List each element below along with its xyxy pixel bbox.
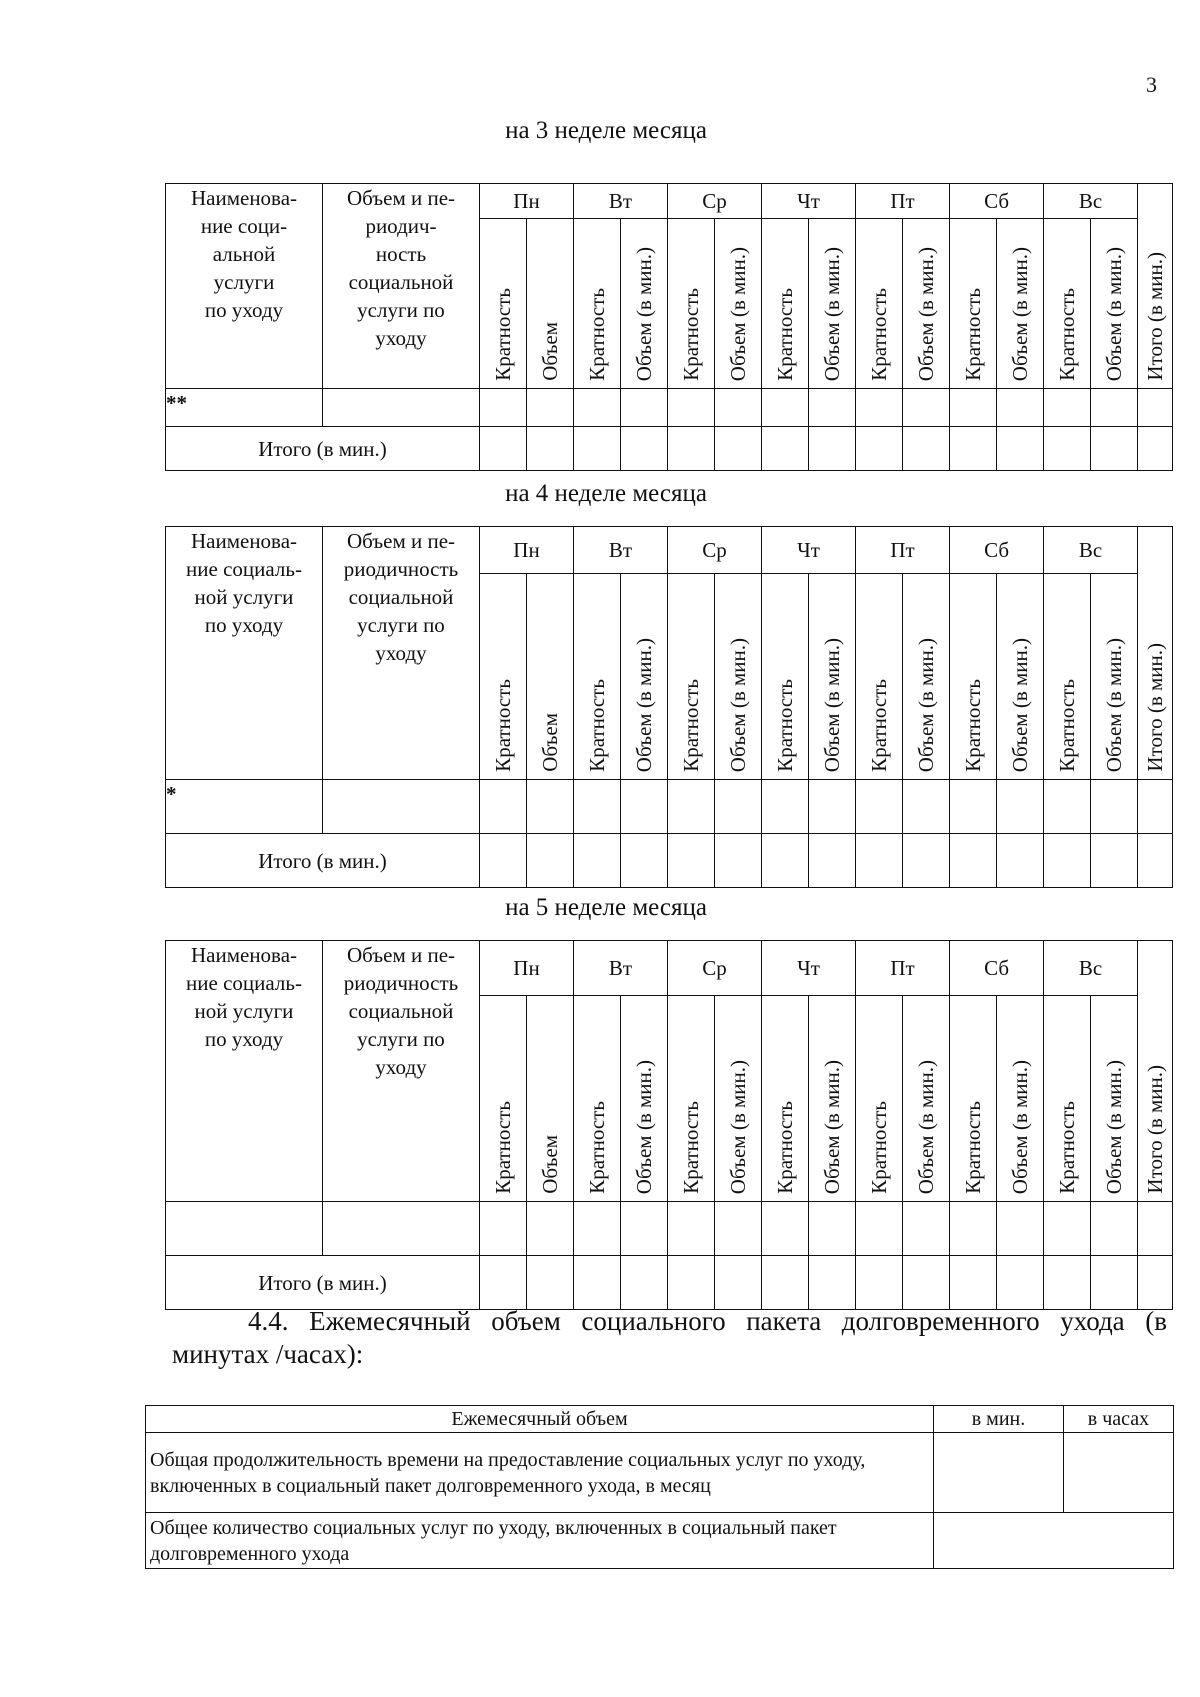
week-title: на 5 неделе месяца: [505, 894, 707, 921]
value-cell[interactable]: [762, 834, 809, 888]
section-4-4-text: 4.4. Ежемесячный объем социального пакета долговременного ухода (в минутах /часах):: [172, 1306, 1167, 1369]
volume-cell[interactable]: [323, 389, 480, 427]
summary-cell-count[interactable]: [934, 1513, 1174, 1569]
value-cell[interactable]: [715, 389, 762, 427]
value-cell[interactable]: [1091, 1256, 1138, 1310]
day-header: Сб: [950, 941, 1044, 996]
volume-header: Объем (в мин.): [1091, 219, 1138, 389]
day-header: Пн: [480, 184, 574, 219]
value-cell[interactable]: [997, 780, 1044, 834]
day-header: Вс: [1044, 941, 1138, 996]
value-cell[interactable]: [950, 427, 997, 471]
value-cell[interactable]: [856, 427, 903, 471]
monthly-volume-table: [145, 1405, 1174, 1569]
value-cell[interactable]: [574, 780, 621, 834]
volume-cell[interactable]: [323, 1202, 480, 1256]
value-cell[interactable]: [527, 780, 574, 834]
summary-header-hours: в часах: [1064, 1406, 1174, 1433]
volume-header: Объем (в мин.): [997, 996, 1044, 1202]
value-cell[interactable]: [527, 389, 574, 427]
volume-header: Объем (в мин.): [997, 219, 1044, 389]
week-schedule-table: [165, 526, 1173, 888]
frequency-header: Кратность: [950, 996, 997, 1202]
frequency-header: Кратность: [762, 574, 809, 780]
value-cell[interactable]: [809, 780, 856, 834]
day-header: Вт: [574, 184, 668, 219]
value-cell[interactable]: [856, 834, 903, 888]
frequency-header: Кратность: [668, 219, 715, 389]
value-cell[interactable]: [950, 834, 997, 888]
value-cell[interactable]: [1044, 427, 1091, 471]
frequency-header: Кратность: [480, 219, 527, 389]
value-cell[interactable]: [621, 1202, 668, 1256]
volume-header: Объем (в мин.): [715, 996, 762, 1202]
value-cell[interactable]: [621, 1256, 668, 1310]
service-name-header: Наименова- ние социаль- ной услуги по уходу: [166, 527, 323, 780]
value-cell[interactable]: [903, 780, 950, 834]
value-cell[interactable]: [997, 1202, 1044, 1256]
service-name-header: Наименова- ние социаль- ной услуги по уходу: [166, 941, 323, 1202]
value-cell[interactable]: [856, 1256, 903, 1310]
service-row-mark: *: [166, 780, 323, 834]
summary-header-volume: Ежемесячный объем: [146, 1406, 934, 1433]
service-volume-header: Объем и пе- риодич- ность социальной услуги по уходу: [323, 184, 480, 389]
value-cell[interactable]: [809, 389, 856, 427]
frequency-header: Кратность: [668, 574, 715, 780]
volume-header: Объем (в мин.): [809, 219, 856, 389]
value-cell[interactable]: [1138, 1202, 1173, 1256]
value-cell[interactable]: [668, 780, 715, 834]
value-cell[interactable]: [1044, 389, 1091, 427]
day-header: Пт: [856, 941, 950, 996]
value-cell[interactable]: [527, 834, 574, 888]
volume-header: Объем (в мин.): [997, 574, 1044, 780]
total-row-label: Итого (в мин.): [166, 834, 480, 888]
value-cell[interactable]: [903, 1202, 950, 1256]
value-cell[interactable]: [809, 1202, 856, 1256]
value-cell[interactable]: [950, 389, 997, 427]
frequency-header: Кратность: [1044, 996, 1091, 1202]
value-cell[interactable]: [1091, 834, 1138, 888]
summary-cell-duration-minutes[interactable]: [934, 1433, 1064, 1513]
frequency-header: Кратность: [574, 219, 621, 389]
value-cell[interactable]: [1044, 1256, 1091, 1310]
day-header: Пт: [856, 527, 950, 574]
value-cell[interactable]: [1091, 1202, 1138, 1256]
volume-cell[interactable]: [323, 780, 480, 834]
value-cell[interactable]: [950, 1256, 997, 1310]
day-header: Пт: [856, 184, 950, 219]
value-cell[interactable]: [527, 427, 574, 471]
value-cell[interactable]: [997, 834, 1044, 888]
week-schedule-table: [165, 183, 1173, 471]
value-cell[interactable]: [574, 389, 621, 427]
value-cell[interactable]: [480, 389, 527, 427]
volume-header: Объем: [527, 574, 574, 780]
value-cell[interactable]: [668, 427, 715, 471]
day-header: Вт: [574, 527, 668, 574]
value-cell[interactable]: [1138, 1256, 1173, 1310]
value-cell[interactable]: [1138, 780, 1173, 834]
value-cell[interactable]: [480, 780, 527, 834]
value-cell[interactable]: [997, 389, 1044, 427]
day-header: Чт: [762, 941, 856, 996]
service-row-mark: **: [166, 389, 323, 427]
summary-row-duration: Общая продолжительность времени на предоставление социальных услуг по уходу, включенных в социальный пакет долговременного ухода, в месяц: [146, 1433, 934, 1513]
volume-header: Объем (в мин.): [1091, 574, 1138, 780]
day-header: Ср: [668, 941, 762, 996]
week-schedule-table: [165, 940, 1173, 1310]
day-header: Вт: [574, 941, 668, 996]
volume-header: Объем (в мин.): [621, 219, 668, 389]
total-minutes-header: Итого (в мин.): [1138, 941, 1173, 1202]
frequency-header: Кратность: [856, 219, 903, 389]
volume-header: Объем (в мин.): [715, 574, 762, 780]
day-header: Чт: [762, 527, 856, 574]
volume-header: Объем (в мин.): [903, 574, 950, 780]
value-cell[interactable]: [621, 834, 668, 888]
value-cell[interactable]: [856, 780, 903, 834]
value-cell[interactable]: [668, 389, 715, 427]
value-cell[interactable]: [715, 1256, 762, 1310]
total-row-label: Итого (в мин.): [166, 427, 480, 471]
value-cell[interactable]: [527, 1202, 574, 1256]
value-cell[interactable]: [715, 1202, 762, 1256]
service-volume-header: Объем и пе- риодичность социальной услуги по уходу: [323, 527, 480, 780]
value-cell[interactable]: [668, 1202, 715, 1256]
volume-header: Объем (в мин.): [621, 996, 668, 1202]
value-cell[interactable]: [574, 834, 621, 888]
volume-header: Объем (в мин.): [903, 996, 950, 1202]
value-cell[interactable]: [950, 780, 997, 834]
volume-header: Объем (в мин.): [621, 574, 668, 780]
frequency-header: Кратность: [574, 996, 621, 1202]
day-header: Ср: [668, 527, 762, 574]
value-cell[interactable]: [1091, 780, 1138, 834]
value-cell[interactable]: [621, 389, 668, 427]
value-cell[interactable]: [1091, 389, 1138, 427]
frequency-header: Кратность: [950, 219, 997, 389]
value-cell[interactable]: [480, 1202, 527, 1256]
value-cell[interactable]: [1091, 427, 1138, 471]
value-cell[interactable]: [762, 1202, 809, 1256]
value-cell[interactable]: [668, 1256, 715, 1310]
frequency-header: Кратность: [668, 996, 715, 1202]
volume-header: Объем (в мин.): [809, 574, 856, 780]
value-cell[interactable]: [903, 427, 950, 471]
frequency-header: Кратность: [856, 996, 903, 1202]
frequency-header: Кратность: [950, 574, 997, 780]
value-cell[interactable]: [762, 780, 809, 834]
value-cell[interactable]: [809, 834, 856, 888]
value-cell[interactable]: [762, 427, 809, 471]
total-minutes-header: Итого (в мин.): [1138, 184, 1173, 389]
value-cell[interactable]: [997, 1256, 1044, 1310]
frequency-header: Кратность: [762, 996, 809, 1202]
frequency-header: Кратность: [1044, 574, 1091, 780]
frequency-header: Кратность: [574, 574, 621, 780]
value-cell[interactable]: [997, 427, 1044, 471]
value-cell[interactable]: [762, 389, 809, 427]
value-cell[interactable]: [1138, 389, 1173, 427]
day-header: Пн: [480, 527, 574, 574]
value-cell[interactable]: [950, 1202, 997, 1256]
summary-cell-duration-hours[interactable]: [1064, 1433, 1174, 1513]
volume-header: Объем: [527, 996, 574, 1202]
value-cell[interactable]: [809, 427, 856, 471]
value-cell[interactable]: [480, 427, 527, 471]
day-header: Чт: [762, 184, 856, 219]
value-cell[interactable]: [1044, 1202, 1091, 1256]
volume-header: Объем (в мин.): [809, 996, 856, 1202]
day-header: Вс: [1044, 184, 1138, 219]
service-volume-header: Объем и пе- риодичность социальной услуги по уходу: [323, 941, 480, 1202]
value-cell[interactable]: [903, 1256, 950, 1310]
day-header: Вс: [1044, 527, 1138, 574]
volume-header: Объем: [527, 219, 574, 389]
day-header: Сб: [950, 184, 1044, 219]
value-cell[interactable]: [621, 427, 668, 471]
volume-header: Объем (в мин.): [903, 219, 950, 389]
value-cell[interactable]: [480, 1256, 527, 1310]
frequency-header: Кратность: [1044, 219, 1091, 389]
day-header: Ср: [668, 184, 762, 219]
service-name-header: Наименова- ние соци- альной услуги по уходу: [166, 184, 323, 389]
day-header: Пн: [480, 941, 574, 996]
total-row-label: Итого (в мин.): [166, 1256, 480, 1310]
value-cell[interactable]: [574, 427, 621, 471]
value-cell[interactable]: [1138, 834, 1173, 888]
day-header: Сб: [950, 527, 1044, 574]
page-number: 3: [1146, 72, 1157, 97]
frequency-header: Кратность: [762, 219, 809, 389]
frequency-header: Кратность: [480, 574, 527, 780]
value-cell[interactable]: [715, 427, 762, 471]
value-cell[interactable]: [1138, 427, 1173, 471]
value-cell[interactable]: [574, 1256, 621, 1310]
value-cell[interactable]: [856, 1202, 903, 1256]
value-cell[interactable]: [856, 389, 903, 427]
value-cell[interactable]: [621, 780, 668, 834]
value-cell[interactable]: [574, 1202, 621, 1256]
frequency-header: Кратность: [480, 996, 527, 1202]
week-title: на 4 неделе месяца: [505, 480, 707, 507]
value-cell[interactable]: [668, 834, 715, 888]
total-minutes-header: Итого (в мин.): [1138, 527, 1173, 780]
volume-header: Объем (в мин.): [1091, 996, 1138, 1202]
value-cell[interactable]: [480, 834, 527, 888]
value-cell[interactable]: [903, 389, 950, 427]
value-cell[interactable]: [715, 834, 762, 888]
service-row-mark: [166, 1202, 323, 1256]
summary-header-minutes: в мин.: [934, 1406, 1064, 1433]
frequency-header: Кратность: [856, 574, 903, 780]
value-cell[interactable]: [1044, 834, 1091, 888]
week-title: на 3 неделе месяца: [505, 117, 707, 144]
value-cell[interactable]: [527, 1256, 574, 1310]
summary-row-count: Общее количество социальных услуг по уходу, включенных в социальный пакет долговременного ухода: [146, 1513, 934, 1569]
value-cell[interactable]: [762, 1256, 809, 1310]
value-cell[interactable]: [715, 780, 762, 834]
value-cell[interactable]: [1044, 780, 1091, 834]
value-cell[interactable]: [809, 1256, 856, 1310]
volume-header: Объем (в мин.): [715, 219, 762, 389]
value-cell[interactable]: [903, 834, 950, 888]
